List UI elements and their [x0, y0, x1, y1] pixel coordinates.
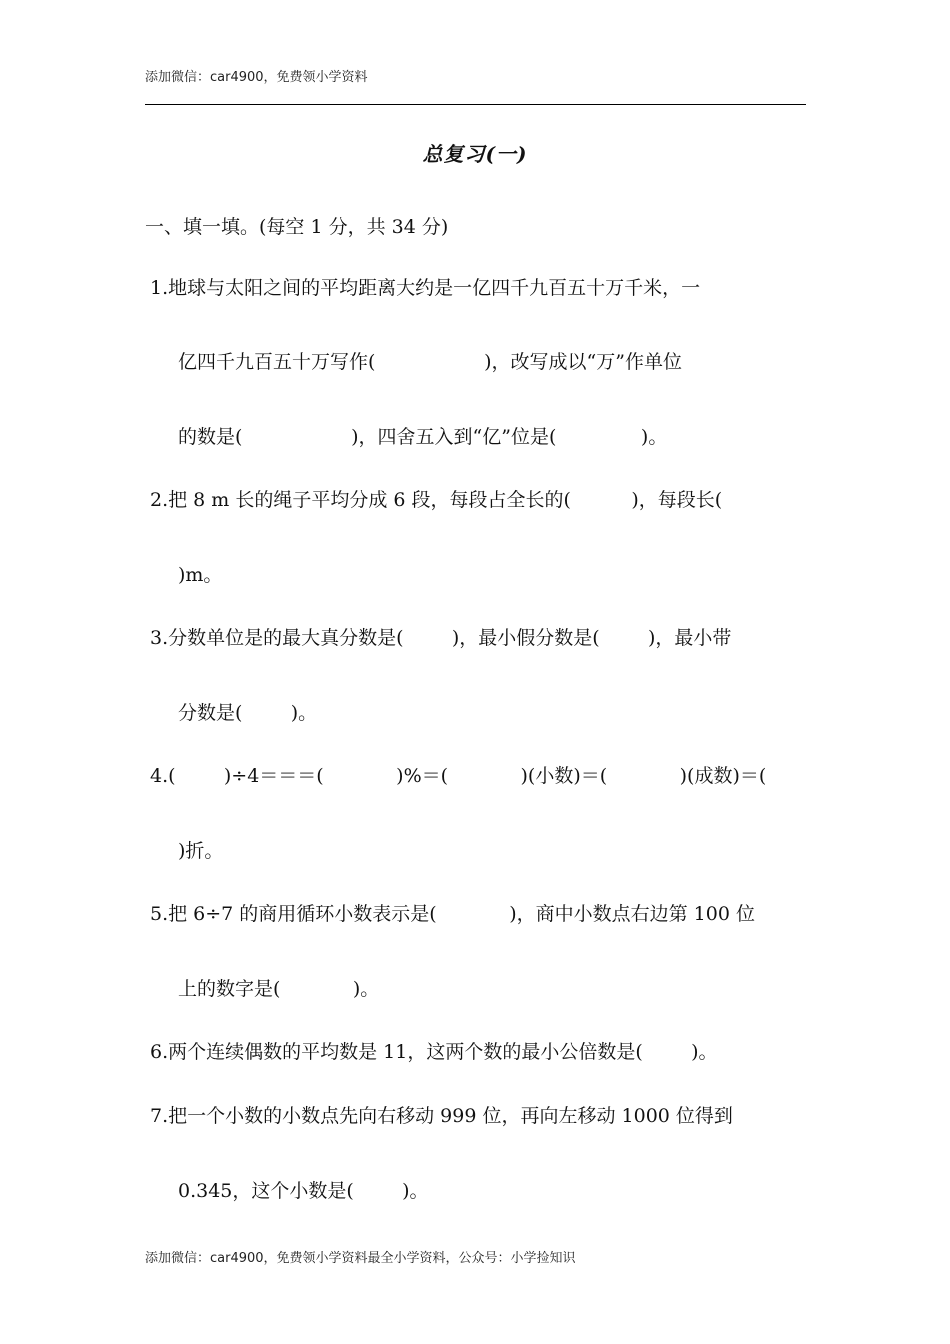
question-2-line-2: )m。: [178, 564, 223, 586]
question-5-line-2: 上的数字是( )。: [178, 978, 380, 1000]
footer-note: 添加微信：car4900，免费领小学资料最全小学资料，公众号：小学捡知识: [145, 1251, 576, 1266]
question-3-line-1: 3.分数单位是的最大真分数是( )，最小假分数是( )，最小带: [150, 627, 732, 649]
header-divider: [145, 104, 806, 105]
header-note: 添加微信：car4900，免费领小学资料: [145, 70, 368, 85]
question-1-line-2: 亿四千九百五十万写作( )，改写成以“万”作单位: [178, 351, 682, 373]
question-7-line-1: 7.把一个小数的小数点先向右移动 999 位，再向左移动 1000 位得到: [150, 1105, 733, 1127]
question-2-line-1: 2.把 8 m 长的绳子平均分成 6 段，每段占全长的( )，每段长(: [150, 489, 723, 511]
question-1-line-3: 的数是( )，四舍五入到“亿”位是( )。: [178, 426, 668, 448]
question-1-line-1: 1.地球与太阳之间的平均距离大约是一亿四千九百五十万千米，一: [150, 277, 701, 299]
question-3-line-2: 分数是( )。: [178, 702, 318, 724]
question-7-line-2: 0.345，这个小数是( )。: [178, 1180, 429, 1202]
question-4-line-1: 4.( )÷4＝＝＝( )%＝( )(小数)＝( )(成数)＝(: [150, 765, 767, 787]
page-title: 总复习(一): [422, 142, 528, 166]
question-4-line-2: )折。: [178, 840, 224, 862]
section-heading: 一、填一填。(每空 1 分，共 34 分): [145, 216, 449, 238]
question-5-line-1: 5.把 6÷7 的商用循环小数表示是( )，商中小数点右边第 100 位: [150, 903, 755, 925]
question-6-line-1: 6.两个连续偶数的平均数是 11，这两个数的最小公倍数是( )。: [150, 1041, 718, 1063]
